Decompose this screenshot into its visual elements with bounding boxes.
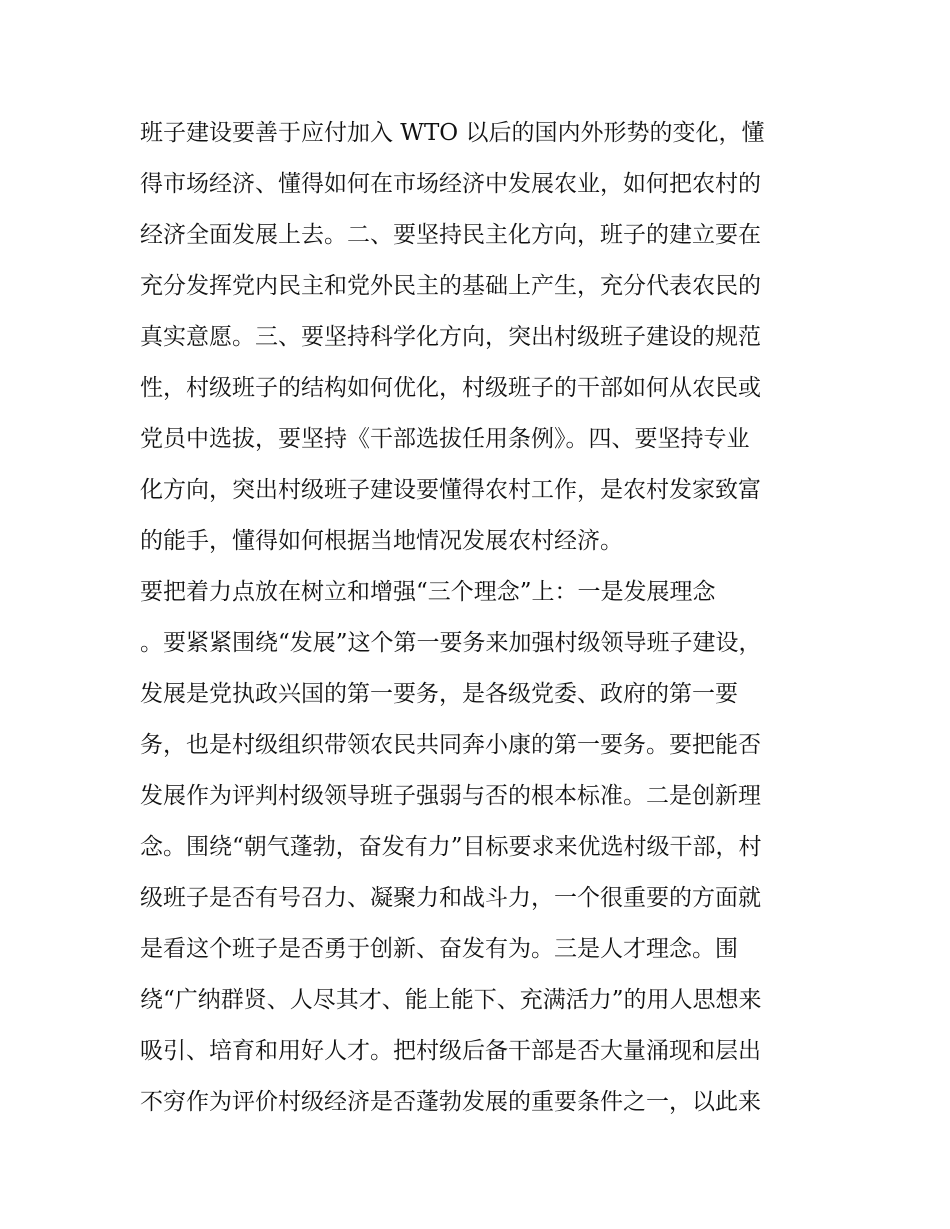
text-line: 。要紧紧围绕“发展”这个第一要务来加强村级领导班子建设， bbox=[140, 630, 762, 656]
text-line: 吸引、培育和用好人才。把村级后备干部是否大量涌现和层出 bbox=[140, 1038, 761, 1064]
body-text bbox=[140, 108, 840, 1128]
text-line: 充分发挥党内民主和党外民主的基础上产生，充分代表农民的 bbox=[140, 273, 761, 299]
text-line: 绕“广纳群贤、人尽其才、能上能下、充满活力”的用人思想来 bbox=[140, 987, 762, 1013]
text-line: 发展作为评判村级领导班子强弱与否的根本标准。二是创新理 bbox=[140, 783, 761, 809]
text-line: 务，也是村级组织带领农民共同奔小康的第一要务。要把能否 bbox=[140, 732, 761, 758]
text-line: 的能手，懂得如何根据当地情况发展农村经济。 bbox=[140, 528, 623, 554]
text-line: 发展是党执政兴国的第一要务，是各级党委、政府的第一要 bbox=[140, 681, 738, 707]
text-line: 是看这个班子是否勇于创新、奋发有为。三是人才理念。围 bbox=[140, 936, 738, 962]
text-line: 经济全面发展上去。二、要坚持民主化方向，班子的建立要在 bbox=[140, 222, 761, 248]
text-line: 不穷作为评价村级经济是否蓬勃发展的重要条件之一，以此来 bbox=[140, 1089, 761, 1115]
text-line: 级班子是否有号召力、凝聚力和战斗力，一个很重要的方面就 bbox=[140, 885, 761, 911]
text-line: 要把着力点放在树立和增强“三个理念”上：一是发展理念 bbox=[140, 579, 716, 605]
text-line: 班子建设要善于应付加入 WTO 以后的国内外形势的变化，懂 bbox=[140, 120, 765, 146]
text-line: 性，村级班子的结构如何优化，村级班子的干部如何从农民或 bbox=[140, 375, 761, 401]
text-line: 得市场经济、懂得如何在市场经济中发展农业，如何把农村的 bbox=[140, 171, 761, 197]
text-line: 念。围绕“朝气蓬勃，奋发有力”目标要求来优选村级干部，村 bbox=[140, 834, 762, 860]
text-line: 化方向，突出村级班子建设要懂得农村工作，是农村发家致富 bbox=[140, 477, 761, 503]
text-line: 党员中选拔，要坚持《干部选拔任用条例》。四、要坚持专业 bbox=[140, 426, 750, 452]
text-line: 真实意愿。三、要坚持科学化方向，突出村级班子建设的规范 bbox=[140, 324, 761, 350]
